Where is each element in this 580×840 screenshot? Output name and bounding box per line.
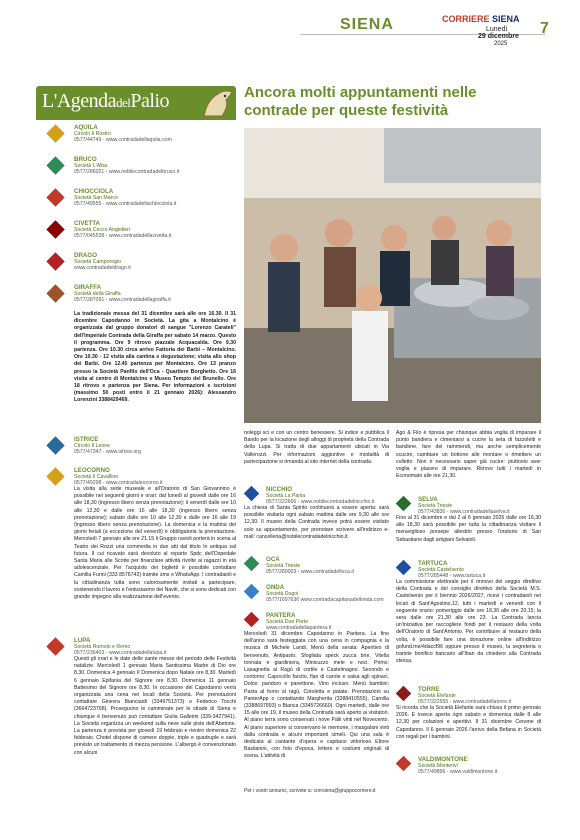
drago-flag-icon — [46, 252, 64, 270]
section-title: SIENA — [340, 16, 394, 33]
civetta-contact: 0577/045538 - www.contradadellacivetta.it — [74, 233, 172, 239]
chiocciola-contact: 0577/49555 - www.contradadellachiocciola.it — [74, 201, 177, 207]
header-year: 2025 — [494, 41, 508, 47]
contrada-kitchen-photo — [244, 128, 541, 423]
chiocciola-sub: Società San Marco — [74, 195, 118, 201]
bruco-sub: Società L'Alba — [74, 163, 108, 169]
onda-entry — [244, 584, 389, 603]
leocorno-sub: Società Il Cavallino — [74, 474, 119, 480]
horse-head-icon — [200, 88, 236, 118]
tartuca-entry — [396, 560, 541, 665]
lupa-flag-icon — [46, 637, 64, 655]
drago-sub: Società Camporegio — [74, 259, 122, 265]
chiocciola-flag-icon — [46, 188, 64, 206]
valdimontone-contact: 0577/49896 - www.valdimontone.it — [418, 769, 498, 775]
footer-note: Per i vostri annunci, scrivete a: corrsiena@gruppocorriere.it — [244, 788, 376, 794]
istrice-contact: 0577/47347 - www.istrice.org — [74, 449, 141, 455]
giraffa-body: La tradizionale messa del 31 dicembre sarà alle ore 16.30. Il 31 dicembre Capodanno in Società. La gita a Montalcino è organizzata dal gruppo donatori di sangue "Lorenzo Carateli" dell'Imperiale Contrada della Giraffa per sabato 14 marzo. Questo il programma. Ore 9 ritrovo piazzale Acquacalda. Ore 9.30 partenza. Ore 10.30 circa arrivo Fattoria dei Barbi – Montalcino. Ore 10.30 - 12 visita alla cantina e degustazione; visita allo shop dei Barbi. Ore 12.45 partenza per Montalcino. Ore 13 pranzo presso la Società Panfilo dell'Oca - Quartiere Borghetto. Ore 16 visita al centro di Montalcino e Museo Tempio del Brunello. Ore 18 ritrovo e partenza per Siena. Per informazioni e iscrizioni (massimo 50 posti entro il 21 gennaio 2026): Alessandro Lorenzini 3388429469. — [74, 311, 236, 404]
valdimontone-sub: Società Monterivi — [418, 763, 458, 769]
bruco-flag-icon — [46, 156, 64, 174]
drago-contact: www.contradadeldrago.it — [74, 265, 131, 271]
agenda-banner-title: L'AgendadelPalio — [42, 90, 170, 112]
nicchio-name: NICCHIO — [266, 486, 293, 493]
pantera-contact: www.contradadellapantera.it — [266, 625, 332, 631]
torre-sub: Società Elefante — [418, 693, 456, 699]
civetta-name: CIVETTA — [74, 220, 101, 227]
torre-contact: 0577/222555 - www.contradadellatorre.it — [418, 699, 512, 705]
pantera-sub: Società Due Porte — [266, 619, 309, 625]
pantera-continued: Ago & Filo è ripresa per chiunque abbia voglia di imparare il punto bandiera e cimentarsi a cucire la seta di fazzoletti e bandiere, fare dei rammendi, ma anche semplicemente scucire, cambiare un bottone alle montare o rimettere un colletto. Non è necessario saper già cucire: piuttosto aver voglia e piacere di imparare. Ritrovo tutti i martedì in Economato alle ore 21,30. — [396, 430, 541, 480]
newspaper-logo: CORRIERE SIENA — [442, 14, 520, 24]
giraffa-name: GIRAFFA — [74, 284, 102, 291]
aquila-contact: 0577/44749 - www.contradadellaquila.com — [74, 137, 172, 143]
giraffa-sub: Società della Giraffa — [74, 291, 121, 297]
people-cooking-illustration — [244, 128, 541, 423]
leocorno-body: La visita alla sede museale e all'Oratorio di San Giovannino è possibile nei seguenti giorni e orari: dal lunedì al giovedì dalle ore 16 alle 18,30 (ingresso libero senza prenotazione); il venerdì dalle ore 10 alle 12,30 e dalle ore 16 alle 18,30 (ingresso libero senza prenotazione); sabato dalle ore 10 alle 12,30 e dalle ore 16 alle 19 (ingresso libero senza prenotazione). La domenica e la mattina dei giorni feriali (a eccezione del venerdì) è obbligatoria la prenotazione. Mercoledì 7 gennaio alle ore 21.15 il Gruppo ravioli porterà in scena al Teatro dei Rozzi una commedia in due atti dal titolo In antiqua sal futura. Il cui ricavato sarà devoluto al reparto Spdc dell'Ospedale Santa Maria alle Scotte per finanziare attività rivolte ai ragazzi in età adolescenziale. Per l'acquisto dei biglietti è possibile contattare Camilla Furini (333 8576742) tramite sms o WhatsApp. I contradaioli e la cittadinanza tutta sono calorosamente invitati a partecipare, sostenendo il lavoro e l'entusiasmo dei Naviti, che si sono dedicati con grande impegno alla realizzazione dell'evento. — [74, 486, 236, 601]
aquila-flag-icon — [46, 124, 64, 142]
giraffa-flag-icon — [46, 284, 64, 302]
lupa-sub: Società Romolo e Remo — [74, 644, 131, 650]
leocorno-name: LEOCORNO — [74, 467, 110, 474]
onda-sub: Società Dugoi — [266, 591, 299, 597]
leocorno-flag-icon — [46, 467, 64, 485]
selva-sub: Società Trieste — [418, 503, 453, 509]
lupa-contact: 0577/236403 - www.contradadellalupa.it — [74, 650, 167, 656]
logo-siena: SIENA — [492, 14, 520, 24]
selva-entry — [396, 496, 541, 544]
nicchio-body: La chiesa di Santa Spirito continuerà a essere aperta: sarà possibile visitarla ogni sabato mattina dalle ore 9,30 alle ore 12,30. Il museo della Contrada invece potrà essere visitato solo su appuntamento, per prenotare scrivere all'indirizzo e-mail: cancelleria@nobilecontradadelnicchio.it. — [244, 505, 389, 540]
chiocciola-name: CHIOCCIOLA — [74, 188, 114, 195]
header-day: Lunedì — [486, 26, 508, 33]
tartuca-sub: Società Castelsenio — [418, 567, 464, 573]
tartuca-name: TARTUCA — [418, 560, 448, 567]
article-headline: Ancora molti appuntamenti nelle contrade per queste festività — [244, 84, 477, 119]
aquila-sub: Circolo Il Rostro — [74, 131, 111, 137]
nicchio-sub: Società La Pania — [266, 493, 306, 499]
bruco-contact: 0577/286021 - www.nobilecontradadelbruco.it — [74, 169, 180, 175]
lupa-continued: noleggi sci e con un centro benessere. Si indice e pubblica il Bando per la locazione degli alloggi di proprietà della Contrada della Lupa. Si tratta di due appartamenti ubicati in Via Vallerozzi. Per informazioni aggiuntive e modalità di partecipazione si rimanda al sito internet della contrada. — [244, 430, 389, 465]
giraffa-contact: 0577/287091 - www.contradadellagiraffa.it — [74, 297, 171, 303]
selva-name: SELVA — [418, 496, 438, 503]
onda-name: ONDA — [266, 584, 285, 591]
aquila-name: AQUILA — [74, 124, 98, 131]
nicchio-contact: 0577/222666 - www.nobilecontradadelnicchio.it — [266, 499, 375, 505]
leocorno-contact: 0577/49298 - www.contradaleocorno.it — [74, 480, 163, 486]
bruco-name: BRUCO — [74, 156, 97, 163]
pantera-body: Mercoledì 31 dicembre Capodanno in Pantera. La fine dell'anno sarà festeggiata con una cena in compagnia e la musica di Michele Landi. Menù della serata: Aperitivo di benvenuto, Antipasto, Sfogliata speck zucca brie, Vitella tonnata e giardiniera, Minicuzzo mele e noci. Primo: Lasagnetta al Ragù di cortile e Castelmagno. Secondo e contorno: Capocollo farcito, flan di carote e salsa agli spinaci. Dolce: pandoro e panettone. Vino incluso. Menù bambini: Pasta al forno al ragù, Cotoletta e patate. Prenotazioni su PanterApp o contattando Margherita (3388410555), Camilla (3388697893) o Bianca (3345726660). Ogni martedì, dalle ore 15 alle ore 19, il museo della Contrada sarà aperto ai visitatori. Al piano terra sono conservati i nove Palii vinti nel Novecento. Al piano superiore si conservano le memorie, i masgalani vinti dalla contrada e alcuni importanti cimeli. Qui una sala è dedicata al cantante d'opera e capitano vittorioso Ettore Bastianini, con foto d'epoca, lettere e costumi originali di scena. L'attività di — [244, 631, 389, 760]
istrice-name: ISTRICE — [74, 436, 99, 443]
pantera-name: PANTERA — [266, 612, 296, 619]
drago-name: DRAGO — [74, 252, 98, 259]
oca-contact: 0577/280003 - www.contradadelloca.it — [266, 569, 354, 575]
onda-contact: 0577/1697636 www.contradacapitanadellonda.com — [266, 597, 384, 603]
selva-contact: 0577/43830 - www.contradadellaselva.it — [418, 509, 510, 515]
page-number: 7 — [540, 20, 549, 37]
oca-name: OCA — [266, 556, 280, 563]
istrice-sub: Circolo Il Leone — [74, 443, 111, 449]
civetta-sub: Società Cecco Angiolieri — [74, 227, 130, 233]
tartuca-body: La commissione elettorale per il rinnovo del seggio direttivo della Contrada e del consiglio direttivo della Società M.S. Castelsenio per il biennio 2026/2027, ricevi i contradaioli nei locali di Sant'Agostino,12, tutti i martedì e venerdì con il seguente orario: pomeriggio dalle ore 18,30 alle ore 20,15; la sera dalle ore 21,30 alle ore 23. La Contrada lancia un'iniziativa per raccogliere fondi per il restauro della volta dell'Oratorio di Sant'Antonio. Per contribuire al restauro della volta, è possibile fare una donazione online all'indirizzo gofund.me/4daccf96 oppure presso il museo, la segreteria o tramite bonifico bancario all'Iban da chiedere alla Contrada stessa. — [396, 579, 541, 665]
istrice-flag-icon — [46, 436, 64, 454]
valdimontone-entry — [396, 756, 541, 775]
torre-body: Si ricorda che la Società Elefante sarà chiusa il primo gennaio 2026. E invece aperta ogni sabato e domenica dalle 8 alle 12,30 per colazioni e aperitivi. Il 31 dicembre Cenone di Capodanno. Il 6 gennaio 2026 l'arrivo della Befana in Società con regali per i bambini. — [396, 705, 541, 740]
oca-entry — [244, 556, 389, 575]
torre-name: TORRE — [418, 686, 440, 693]
oca-sub: Società Trieste — [266, 563, 301, 569]
selva-body: Fino al 31 dicembre e dal 2 al 6 gennaio 2026 dalle ore 16,30 alle 18,30 sarà possibile per tutta la cittadinanza visitare il meraviglioso presepe allestito presso l'oratorio di San Sebastiano dagli artigiani Selvaioli. — [396, 515, 541, 543]
lupa-body: Questi gli orari e le date delle sante messe del periodo delle Festività natalizie. Mercoledì 1 gennaio Maria Santissima Madre di Dio ore 8,30. Domenica 4 gennaio II Domenica dopo Natale ore 8,30. Martedì 6 gennaio Epifania del Signore ore 8,30. Domenica 11 gennaio Battesimo del Signore ore 8,30. In occasione del Capodanno verrà organizzata una cena nei locali della Società. Per prenotazioni contattare Ginevra Bianciardi (3349751373) o Federico Tocchi (3664723798). Proseguono le camminate per le strade di Siena e chiunque è benvenuto può contattare Giulia Galleimi (339-3427941). La Società organizza un weekend sulla neve sulle piste dell'Abetone. La partenza è prevista per giovedì 19 febbraio e rientro domenica 22 febbraio. Chotel dispone di camere doppie, triple e quadruple e sarà previsto un trattamento di mezza pensione. L'albergo è convenzionato con alcuni — [74, 656, 236, 756]
civetta-flag-icon — [46, 220, 64, 238]
torre-entry — [396, 686, 541, 741]
header-date: 29 dicembre — [478, 33, 519, 40]
pantera-entry — [244, 612, 389, 761]
tartuca-contact: 0577/285448 - www.tartuca.it — [418, 573, 486, 579]
lupa-name: LUPA — [74, 637, 91, 644]
valdimontone-name: VALDIMONTONE — [418, 756, 468, 763]
